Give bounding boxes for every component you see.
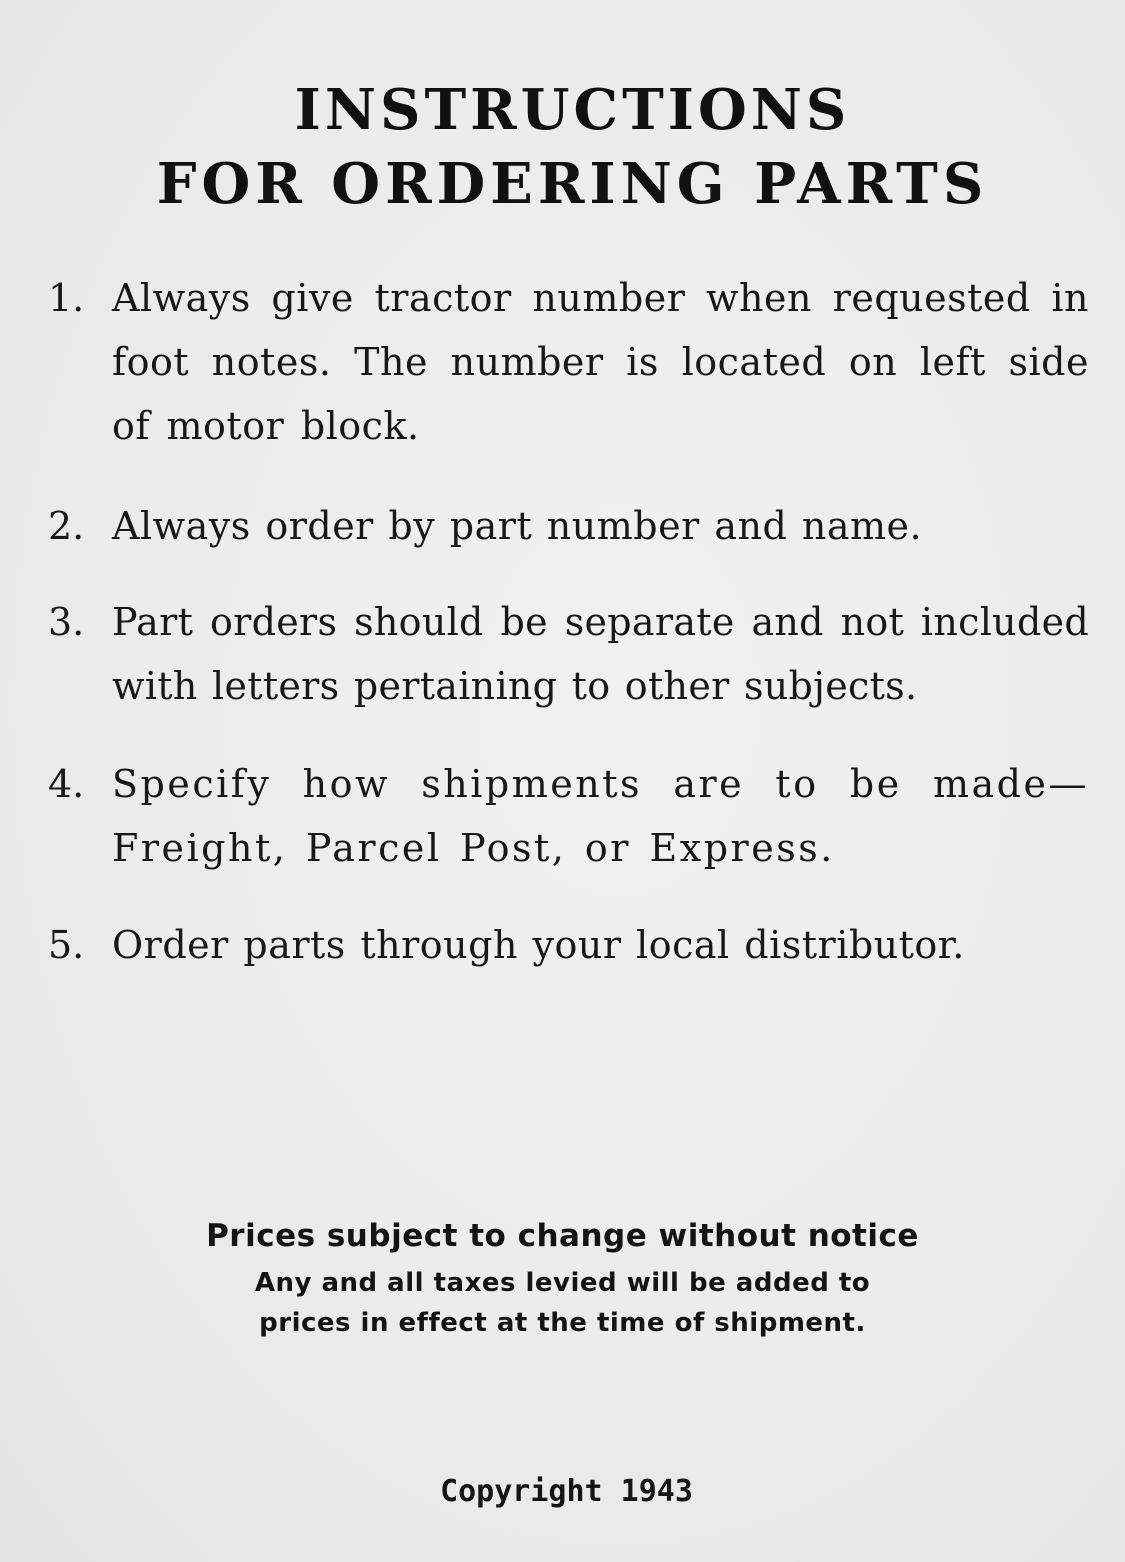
list-item-number: 5. [48,923,85,967]
list-item-number: 3. [48,600,85,644]
tax-notice-line-2: prices in effect at the time of shipment. [259,1308,866,1338]
tax-notice-line-1: Any and all taxes levied will be added to [254,1268,871,1298]
list-item-number: 4. [48,762,85,806]
price-notice-heading: Prices subject to change without notice [206,1218,919,1254]
title-line-1: INSTRUCTIONS [294,77,851,143]
list-item-text: Always give tractor number when requested in foot notes. The number is located on left side of motor block. [112,276,1089,448]
list-item-text: Part orders should be separate and not included with letters pertaining to other subjects. [112,600,1089,708]
list-item-number: 1. [48,276,85,320]
list-item-text: Order parts through your local distributor. [112,923,965,967]
list-item-text: Always order by part number and name. [112,504,923,548]
title-line-2: FOR ORDERING PARTS [156,151,989,217]
list-item-number: 2. [48,504,85,548]
copyright-notice: Copyright 1943 [440,1474,693,1509]
list-item-text: Specify how shipments are to be made— Freight, Parcel Post, or Express. [112,762,1089,870]
